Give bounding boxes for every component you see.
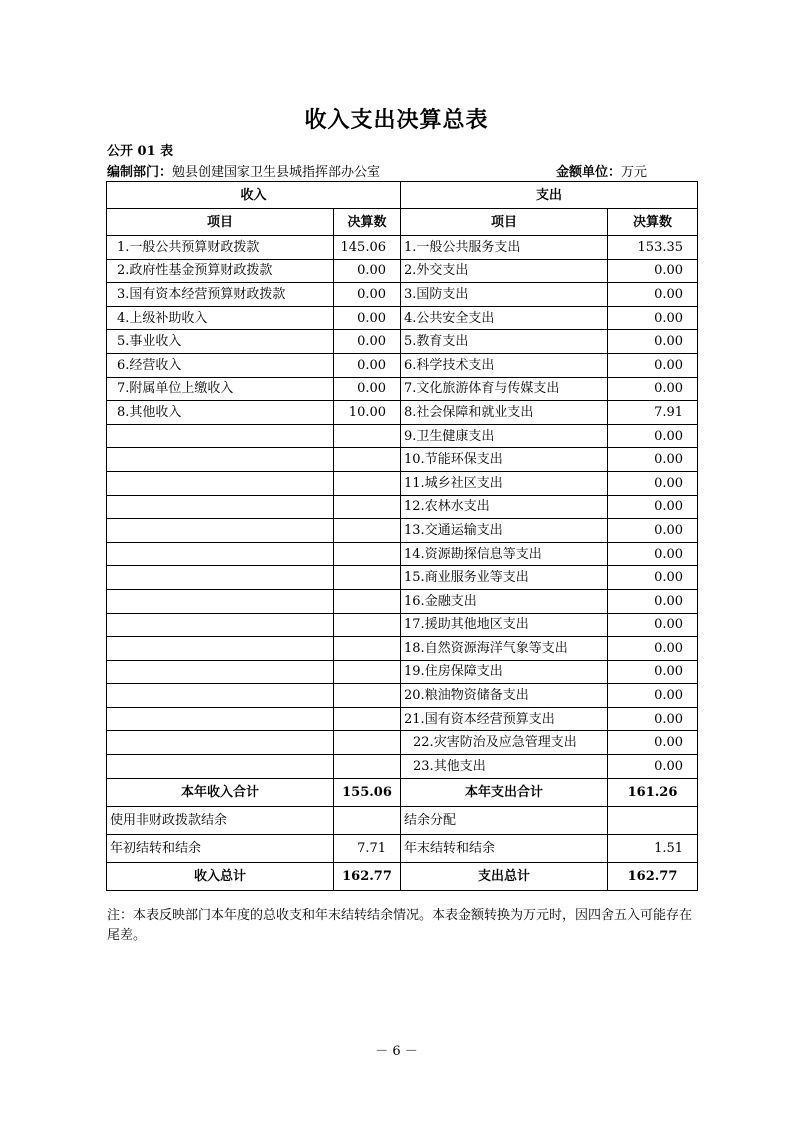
expense-amount: 0.00 xyxy=(608,731,698,755)
expense-amount: 0.00 xyxy=(608,377,698,401)
expense-item: 21.国有资本经营预算支出 xyxy=(401,707,608,731)
year-total-row-expense-label: 本年支出合计 xyxy=(401,778,608,806)
expense-item: 13.交通运输支出 xyxy=(401,519,608,543)
expense-amount: 0.00 xyxy=(608,542,698,566)
table-row xyxy=(107,519,698,543)
income-amount xyxy=(334,684,401,708)
department-value: 勉县创建国家卫生县城指挥部办公室 xyxy=(172,165,381,180)
unit-value: 万元 xyxy=(621,165,648,180)
expense-item: 7.文化旅游体育与传媒支出 xyxy=(401,377,608,401)
expense-amount-header: 决算数 xyxy=(608,209,698,236)
expense-amount: 0.00 xyxy=(608,330,698,354)
income-amount: 145.06 xyxy=(334,236,401,260)
expense-item: 9.卫生健康支出 xyxy=(401,424,608,448)
income-amount xyxy=(334,731,401,755)
income-item xyxy=(107,566,334,590)
expense-amount: 0.00 xyxy=(608,471,698,495)
income-item xyxy=(107,707,334,731)
income-amount xyxy=(334,637,401,661)
year-total-row-income-label: 本年收入合计 xyxy=(107,778,334,806)
expense-item: 8.社会保障和就业支出 xyxy=(401,401,608,425)
expense-amount: 0.00 xyxy=(608,424,698,448)
income-item: 2.政府性基金预算财政拨款 xyxy=(107,259,334,283)
income-amount: 0.00 xyxy=(334,330,401,354)
income-item xyxy=(107,637,334,661)
income-amount xyxy=(334,471,401,495)
footnote: 注：本表反映部门本年度的总收支和年末结转结余情况。本表金额转换为万元时，因四舍五入可能存在尾差。 xyxy=(107,908,693,943)
expense-amount: 0.00 xyxy=(608,306,698,330)
table-row xyxy=(107,448,698,472)
year-total-row xyxy=(107,778,698,806)
income-item xyxy=(107,471,334,495)
expense-item: 2.外交支出 xyxy=(401,259,608,283)
year-total-row-income-value: 155.06 xyxy=(334,778,401,806)
income-amount: 0.00 xyxy=(334,259,401,283)
expense-item: 4.公共安全支出 xyxy=(401,306,608,330)
income-amount: 0.00 xyxy=(334,306,401,330)
grand-total-row-income-label: 收入总计 xyxy=(107,862,334,890)
expense-amount: 0.00 xyxy=(608,448,698,472)
income-amount xyxy=(334,424,401,448)
expense-amount: 153.35 xyxy=(608,236,698,260)
expense-amount: 0.00 xyxy=(608,707,698,731)
income-item: 年初结转和结余 xyxy=(107,834,334,862)
income-expense-table xyxy=(106,181,698,891)
expense-amount: 0.00 xyxy=(608,566,698,590)
table-row xyxy=(107,306,698,330)
table-row xyxy=(107,353,698,377)
income-section-header: 收入 xyxy=(107,182,401,209)
income-item xyxy=(107,660,334,684)
expense-amount: 0.00 xyxy=(608,755,698,779)
expense-amount: 7.91 xyxy=(608,401,698,425)
expense-amount: 0.00 xyxy=(608,660,698,684)
income-item: 5.事业收入 xyxy=(107,330,334,354)
page-number: － 6 － xyxy=(375,1044,418,1059)
income-item: 使用非财政拨款结余 xyxy=(107,806,334,834)
table-row xyxy=(107,637,698,661)
expense-amount: 0.00 xyxy=(608,259,698,283)
expense-item-header: 项目 xyxy=(401,209,608,236)
expense-item: 20.粮油物资储备支出 xyxy=(401,684,608,708)
expense-item: 14.资源勘探信息等支出 xyxy=(401,542,608,566)
table-row xyxy=(107,660,698,684)
expense-amount: 0.00 xyxy=(608,283,698,307)
expense-item: 3.国防支出 xyxy=(401,283,608,307)
income-amount xyxy=(334,519,401,543)
grand-total-row-income-value: 162.77 xyxy=(334,862,401,890)
table-row xyxy=(107,259,698,283)
income-item: 3.国有资本经营预算财政拨款 xyxy=(107,283,334,307)
income-item xyxy=(107,495,334,519)
table-row xyxy=(107,542,698,566)
income-amount-header: 决算数 xyxy=(334,209,401,236)
table-row xyxy=(107,731,698,755)
expense-section-header: 支出 xyxy=(401,182,698,209)
income-item: 8.其他收入 xyxy=(107,401,334,425)
expense-item: 结余分配 xyxy=(401,806,608,834)
table-row xyxy=(107,806,698,834)
income-amount xyxy=(334,707,401,731)
income-item-header: 项目 xyxy=(107,209,334,236)
unit-label: 金额单位： xyxy=(556,165,622,180)
form-number: 公开 01 表 xyxy=(107,144,174,159)
column-header-row xyxy=(107,209,698,236)
expense-amount: 0.00 xyxy=(608,637,698,661)
income-item xyxy=(107,684,334,708)
income-amount xyxy=(334,542,401,566)
income-item xyxy=(107,755,334,779)
expense-amount: 0.00 xyxy=(608,684,698,708)
unit-line xyxy=(556,161,647,180)
expense-item: 19.住房保障支出 xyxy=(401,660,608,684)
income-item xyxy=(107,731,334,755)
table-row xyxy=(107,613,698,637)
income-item xyxy=(107,613,334,637)
income-item xyxy=(107,589,334,613)
table-row xyxy=(107,566,698,590)
income-amount: 7.71 xyxy=(334,834,401,862)
table-row xyxy=(107,236,698,260)
expense-amount xyxy=(608,806,698,834)
table-row xyxy=(107,495,698,519)
income-item xyxy=(107,424,334,448)
expense-item: 16.金融支出 xyxy=(401,589,608,613)
grand-total-row-expense-label: 支出总计 xyxy=(401,862,608,890)
income-amount xyxy=(334,566,401,590)
income-item xyxy=(107,519,334,543)
income-amount xyxy=(334,495,401,519)
expense-item: 18.自然资源海洋气象等支出 xyxy=(401,637,608,661)
page-title: 收入支出决算总表 xyxy=(304,107,489,133)
expense-item: 1.一般公共服务支出 xyxy=(401,236,608,260)
income-item xyxy=(107,448,334,472)
income-amount xyxy=(334,613,401,637)
expense-amount: 0.00 xyxy=(608,495,698,519)
income-amount xyxy=(334,806,401,834)
expense-amount: 0.00 xyxy=(608,613,698,637)
expense-item: 6.科学技术支出 xyxy=(401,353,608,377)
income-item: 6.经营收入 xyxy=(107,353,334,377)
grand-total-row xyxy=(107,862,698,890)
expense-item: 23.其他支出 xyxy=(401,755,608,779)
income-amount xyxy=(334,755,401,779)
income-amount: 0.00 xyxy=(334,353,401,377)
department-label: 编制部门： xyxy=(107,165,173,180)
expense-item: 12.农林水支出 xyxy=(401,495,608,519)
expense-item: 10.节能环保支出 xyxy=(401,448,608,472)
income-item xyxy=(107,542,334,566)
table-row xyxy=(107,471,698,495)
table-row xyxy=(107,401,698,425)
expense-amount: 1.51 xyxy=(608,834,698,862)
expense-item: 17.援助其他地区支出 xyxy=(401,613,608,637)
table-row xyxy=(107,283,698,307)
income-amount xyxy=(334,448,401,472)
expense-item: 年末结转和结余 xyxy=(401,834,608,862)
table-row xyxy=(107,707,698,731)
table-row xyxy=(107,589,698,613)
expense-amount: 0.00 xyxy=(608,589,698,613)
income-amount xyxy=(334,660,401,684)
expense-amount: 0.00 xyxy=(608,519,698,543)
expense-item: 11.城乡社区支出 xyxy=(401,471,608,495)
income-item: 4.上级补助收入 xyxy=(107,306,334,330)
income-amount: 0.00 xyxy=(334,377,401,401)
expense-item: 22.灾害防治及应急管理支出 xyxy=(401,731,608,755)
table-row xyxy=(107,377,698,401)
income-amount: 10.00 xyxy=(334,401,401,425)
expense-item: 15.商业服务业等支出 xyxy=(401,566,608,590)
expense-item: 5.教育支出 xyxy=(401,330,608,354)
year-total-row-expense-value: 161.26 xyxy=(608,778,698,806)
grand-total-row-expense-value: 162.77 xyxy=(608,862,698,890)
department-line xyxy=(107,161,380,180)
income-item: 7.附属单位上缴收入 xyxy=(107,377,334,401)
table-row xyxy=(107,330,698,354)
table-row xyxy=(107,755,698,779)
income-item: 1.一般公共预算财政拨款 xyxy=(107,236,334,260)
table-row xyxy=(107,684,698,708)
income-amount: 0.00 xyxy=(334,283,401,307)
table-row xyxy=(107,834,698,862)
expense-amount: 0.00 xyxy=(608,353,698,377)
table-row xyxy=(107,424,698,448)
income-amount xyxy=(334,589,401,613)
section-header-row xyxy=(107,182,698,209)
